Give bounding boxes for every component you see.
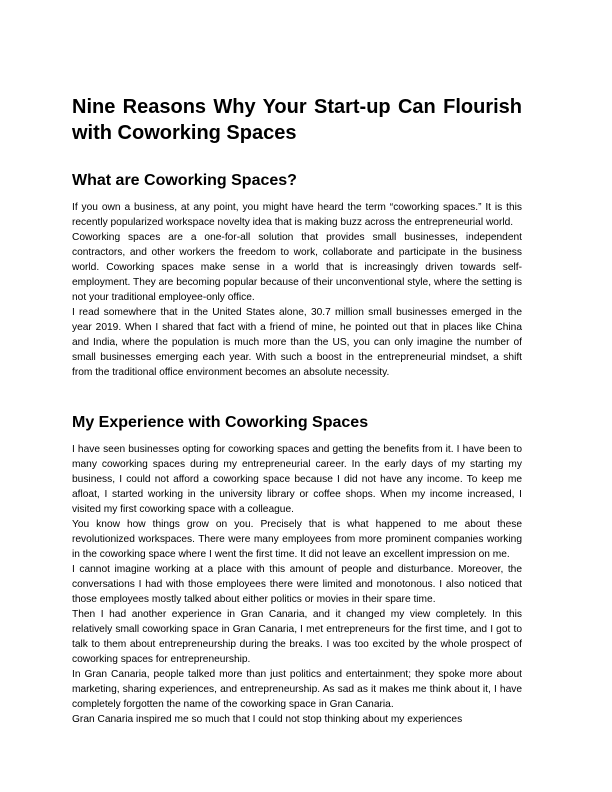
paragraph: In Gran Canaria, people talked more than just politics and entertainment; they spoke more about marketing, sharing experiences, and entrepreneurship. As sad as it makes me think about it, I have completely forgotten the name of the coworking space in Gran Canaria. xyxy=(72,669,522,710)
paragraph: If you own a business, at any point, you might have heard the term “coworking spaces.” It is this recently popularized workspace novelty idea that is making buzz across the entrepreneurial world. xyxy=(72,202,522,228)
document-body xyxy=(72,94,522,727)
paragraph: Coworking spaces are a one-for-all solution that provides small businesses, independent contractors, and other workers the freedom to work, collaborate and participate in the business world. Coworking spaces make sense in a world that is increasingly driven towards self-employment. They are becoming popular because of their unconventional style, where the setting is not your traditional employee-only office. xyxy=(72,232,522,303)
paragraph: I have seen businesses opting for coworking spaces and getting the benefits from it. I have been to many coworking spaces during my entrepreneurial career. In the early days of my starting my business, I could not afford a coworking space because I did not have any income. To keep me afloat, I started working in the university library or coffee shops. When my income increased, I visited my first coworking space with a colleague. xyxy=(72,444,522,515)
paragraph: You know how things grow on you. Precisely that is what happened to me about these revolutionized workspaces. There were many employees from more prominent companies working in the coworking space where I went the first time. It did not leave an excellent impression on me. xyxy=(72,519,522,560)
paragraph: I cannot imagine working at a place with this amount of people and disturbance. Moreover, the conversations I had with those employees there were limited and monotonous. I also noticed that those employees mostly talked about either politics or movies in their spare time. xyxy=(72,564,522,605)
paragraph: Then I had another experience in Gran Canaria, and it changed my view completely. In this relatively small coworking space in Gran Canaria, I met entrepreneurs for the first time, and I got to talk to them about entrepreneurship during the breaks. I was too excited by the whole prospect of coworking spaces for entrepreneurship. xyxy=(72,609,522,665)
section-heading-what-are-coworking-spaces: What are Coworking Spaces? xyxy=(72,172,297,189)
document-title: Nine Reasons Why Your Start-up Can Flourish with Coworking Spaces xyxy=(72,96,522,144)
paragraph: I read somewhere that in the United States alone, 30.7 million small businesses emerged in the year 2019. When I shared that fact with a friend of mine, he pointed out that in places like China and India, where the population is much more than the US, you can only imagine the number of small businesses emerging each year. With such a boost in the entrepreneurial mindset, a shift from the traditional office environment becomes an absolute necessity. xyxy=(72,307,522,378)
paragraph: Gran Canaria inspired me so much that I could not stop thinking about my experiences xyxy=(72,714,463,725)
section-heading-my-experience: My Experience with Coworking Spaces xyxy=(72,414,369,431)
